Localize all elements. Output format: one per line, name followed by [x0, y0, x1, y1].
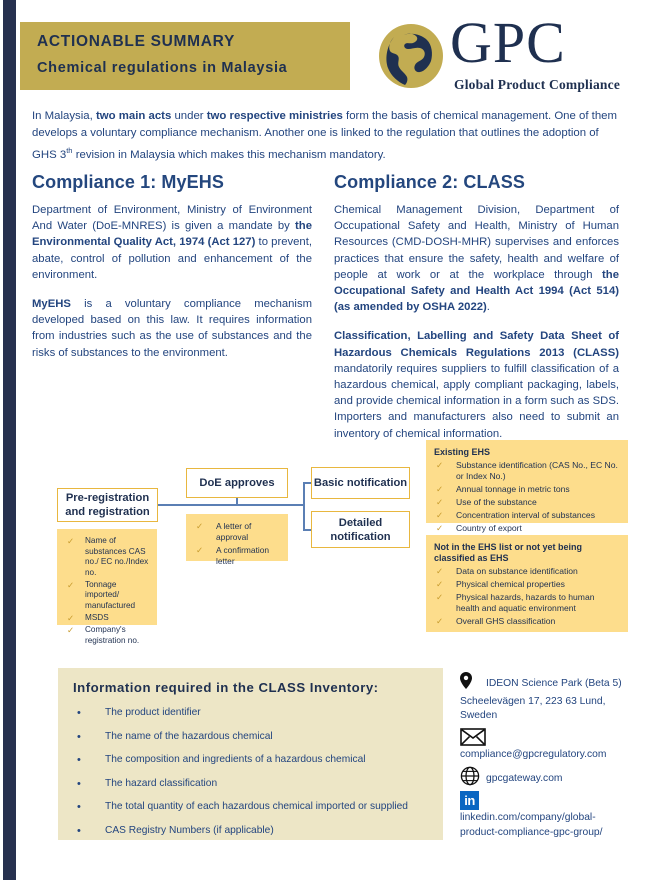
compliance-1-column: [32, 172, 312, 374]
list-item-label: A letter of approval: [216, 521, 252, 542]
page-title: Chemical regulations in Malaysia: [37, 60, 288, 76]
list-item: [194, 521, 280, 543]
list-item-label: The composition and ingredients of a hazardous chemical: [105, 754, 366, 765]
address-line-2: Scheelevägen 17, 223 63 Lund, Sweden: [460, 695, 606, 722]
intro-superscript: th: [66, 146, 73, 155]
address-line-1: IDEON Science Park (Beta 5): [486, 678, 622, 689]
c1-p1-bold: the Environmental Quality Act, 1974 (Act 127): [32, 220, 312, 249]
contact-block: [460, 672, 638, 841]
flow-box-detailed-notification[interactable]: Detailed notification: [311, 511, 410, 548]
list-item-label: Concentration interval of substances: [456, 510, 596, 521]
header-eyebrow: ACTIONABLE SUMMARY: [37, 33, 236, 50]
list-item-label: The name of the hazardous chemical: [105, 730, 273, 742]
linkedin-icon-row[interactable]: [460, 791, 638, 810]
check-icon: ✓: [436, 578, 444, 589]
check-icon: ✓: [67, 579, 75, 590]
email-icon-row: [460, 728, 638, 747]
compliance-1-heading: Compliance 1: MyEHS: [32, 172, 224, 192]
globe-icon: [378, 23, 444, 89]
check-icon: ✓: [67, 613, 75, 624]
intro-part-4: revision in Malaysia which makes this mechanism mandatory.: [72, 148, 386, 161]
bullet-icon: •: [77, 824, 81, 837]
check-icon: ✓: [67, 625, 75, 636]
list-item: [65, 580, 149, 612]
check-icon: ✓: [436, 484, 444, 495]
compliance-1-paragraph-2: [32, 296, 312, 361]
list-item: [73, 706, 433, 720]
compliance-2-column: [334, 172, 619, 455]
c1-p1-a: Department of Environment, Ministry of Environment And Water (DoE-MNRES) is given a mandate by: [32, 204, 312, 233]
linkedin-icon[interactable]: in: [460, 791, 479, 810]
not-in-ehs-box: [426, 535, 628, 632]
compliance-2-paragraph-2: [334, 328, 619, 441]
check-icon: ✓: [436, 460, 444, 470]
list-item-label: The hazard classification: [105, 777, 218, 789]
c1-p2-bold: MyEHS: [32, 298, 71, 311]
check-icon: ✓: [436, 566, 444, 576]
bullet-icon: •: [77, 730, 81, 743]
list-item: [434, 592, 620, 615]
logo-wordmark: GPC: [450, 10, 566, 75]
list-item-label: Country of export: [456, 523, 522, 534]
check-icon: ✓: [196, 521, 204, 531]
check-icon: ✓: [436, 497, 444, 508]
check-icon: ✓: [436, 591, 444, 602]
c1-p1-c: to prevent, abate, control of pollution and enhancement of the environment.: [32, 236, 312, 281]
check-icon: ✓: [436, 616, 444, 627]
intro-bold-1: two main acts: [95, 110, 172, 122]
existing-ehs-list: [434, 460, 620, 534]
not-in-ehs-list: [434, 566, 620, 628]
class-inventory-heading: Information required in the CLASS Inventory:: [73, 680, 379, 695]
connector-doe-vertical: [236, 498, 238, 505]
approval-outputs-list: [194, 521, 280, 567]
bullet-icon: •: [77, 754, 81, 766]
list-item-label: Substance identification (CAS No., EC No. or Index No.): [456, 460, 618, 482]
website-url[interactable]: gpcgateway.com: [486, 773, 563, 785]
list-item: [434, 497, 620, 508]
gpc-logo: [376, 10, 631, 100]
list-item-label: Physical hazards, hazards to human health and aquatic environment: [456, 591, 595, 614]
list-item: [73, 824, 433, 838]
c2-p2-bold: Classification, Labelling and Safety Data Sheet of Hazardous Chemicals Regulations 2013 (CLASS): [334, 330, 619, 359]
existing-ehs-heading: Existing EHS: [434, 447, 491, 457]
intro-part-3: form the basis of chemical management. One of them develops a voluntary compliance mechanism. Another one is linked to the regulation that outlines the adoption of GHS 3: [32, 110, 617, 161]
existing-ehs-box: [426, 440, 628, 534]
flow-box-pre-registration[interactable]: Pre-registration and registration: [57, 488, 158, 522]
list-item-label: Name of substances CAS no./ EC no./Index no.: [85, 536, 149, 577]
class-inventory-list: [73, 706, 433, 847]
bullet-icon: •: [77, 707, 81, 719]
check-icon: ✓: [436, 523, 444, 534]
list-item-label: Annual tonnage in metric tons: [456, 484, 570, 495]
list-item-label: Company's registration no.: [85, 625, 140, 645]
prereg-requirements-list: [65, 536, 149, 646]
flow-box-basic-notification[interactable]: Basic notification: [311, 467, 410, 499]
list-item-label: Overall GHS classification: [456, 616, 556, 627]
bullet-icon: •: [77, 777, 81, 790]
list-item: [434, 616, 620, 627]
connector-trunk-horizontal: [158, 504, 304, 506]
list-item: [434, 510, 620, 521]
list-item-label: MSDS: [85, 613, 109, 623]
check-icon: ✓: [67, 536, 75, 546]
c2-p1-c: .: [486, 301, 490, 314]
list-item-label: Data on substance identification: [456, 566, 578, 576]
flow-box-doe-approves[interactable]: DoE approves: [186, 468, 288, 498]
location-pin-icon: [460, 672, 486, 695]
compliance-1-paragraph-1: [32, 202, 312, 283]
list-item: [73, 800, 433, 814]
compliance-2-heading: Compliance 2: CLASS: [334, 172, 525, 192]
list-item: [73, 777, 433, 791]
c2-p2-b: mandatorily requires suppliers to fulfill classification of a hazardous chemical, apply compliant packaging, labels, and provide chemical information in a form such as SDS. Importers and manufacturers also need to submit an inventory of chemical information.: [334, 362, 619, 440]
c2-p1-bold: the Occupational Safety and Health Act 1994 (Act 514) (as amended by OSHA 2022): [334, 268, 619, 314]
list-item: [65, 613, 149, 624]
globe-web-icon: [460, 766, 480, 792]
not-in-ehs-heading: Not in the EHS list or not yet being classified as EHS: [434, 542, 583, 563]
list-item: [73, 730, 433, 744]
intro-part-1: In Malaysia,: [32, 110, 96, 122]
list-item: [434, 523, 620, 534]
website-row: [460, 766, 638, 785]
intro-part-2: under: [171, 110, 207, 122]
linkedin-url-line-2[interactable]: product-compliance-gpc-group/: [460, 826, 603, 838]
list-item: [434, 484, 620, 495]
intro-bold-2: two respective ministries: [206, 110, 343, 122]
left-accent-bar: [3, 0, 16, 880]
class-inventory-panel: [58, 668, 443, 840]
list-item-label: Physical chemical properties: [456, 578, 565, 589]
doe-approval-outputs-box: [186, 514, 288, 566]
list-item: [65, 625, 149, 646]
check-icon: ✓: [436, 510, 444, 521]
c2-p1-a: Chemical Management Division, Department of Occupational Safety and Health, Ministry of Human Resources (CMD-DOSH-MHR) supervises and enforces practices that ensure the safety, health and welfare of people at work or at the workplace through: [334, 204, 619, 281]
address-row: [460, 672, 638, 724]
c1-p2-b: is a voluntary compliance mechanism developed based on this law. It requires information from industries such as the use of substances and the risks of substances to the environment.: [32, 298, 312, 359]
prereg-requirements-box: [57, 529, 157, 645]
compliance-2-paragraph-1: [334, 202, 619, 315]
check-icon: ✓: [196, 544, 204, 555]
logo-tagline: Global Product Compliance: [454, 77, 621, 92]
list-item-label: The product identifier: [105, 707, 201, 718]
linkedin-url-line-1[interactable]: linkedin.com/company/global-: [460, 812, 596, 824]
bullet-icon: •: [77, 801, 81, 813]
list-item-label: The total quantity of each hazardous chemical imported or supplied: [105, 801, 408, 812]
list-item: [434, 566, 620, 577]
email-address[interactable]: compliance@gpcregulatory.com: [460, 748, 607, 760]
list-item-label: CAS Registry Numbers (if applicable): [105, 824, 274, 836]
intro-paragraph: [32, 108, 617, 164]
list-item: [434, 460, 620, 483]
list-item-label: Use of the substance: [456, 497, 537, 508]
list-item-label: Tonnage imported/ manufactured: [85, 579, 136, 611]
connector-right-vertical: [303, 482, 305, 530]
list-item-label: A confirmation letter: [216, 544, 270, 566]
list-item: [73, 753, 433, 767]
list-item: [194, 545, 280, 567]
list-item: [65, 536, 149, 578]
header-banner: [20, 22, 350, 90]
list-item: [434, 579, 620, 590]
